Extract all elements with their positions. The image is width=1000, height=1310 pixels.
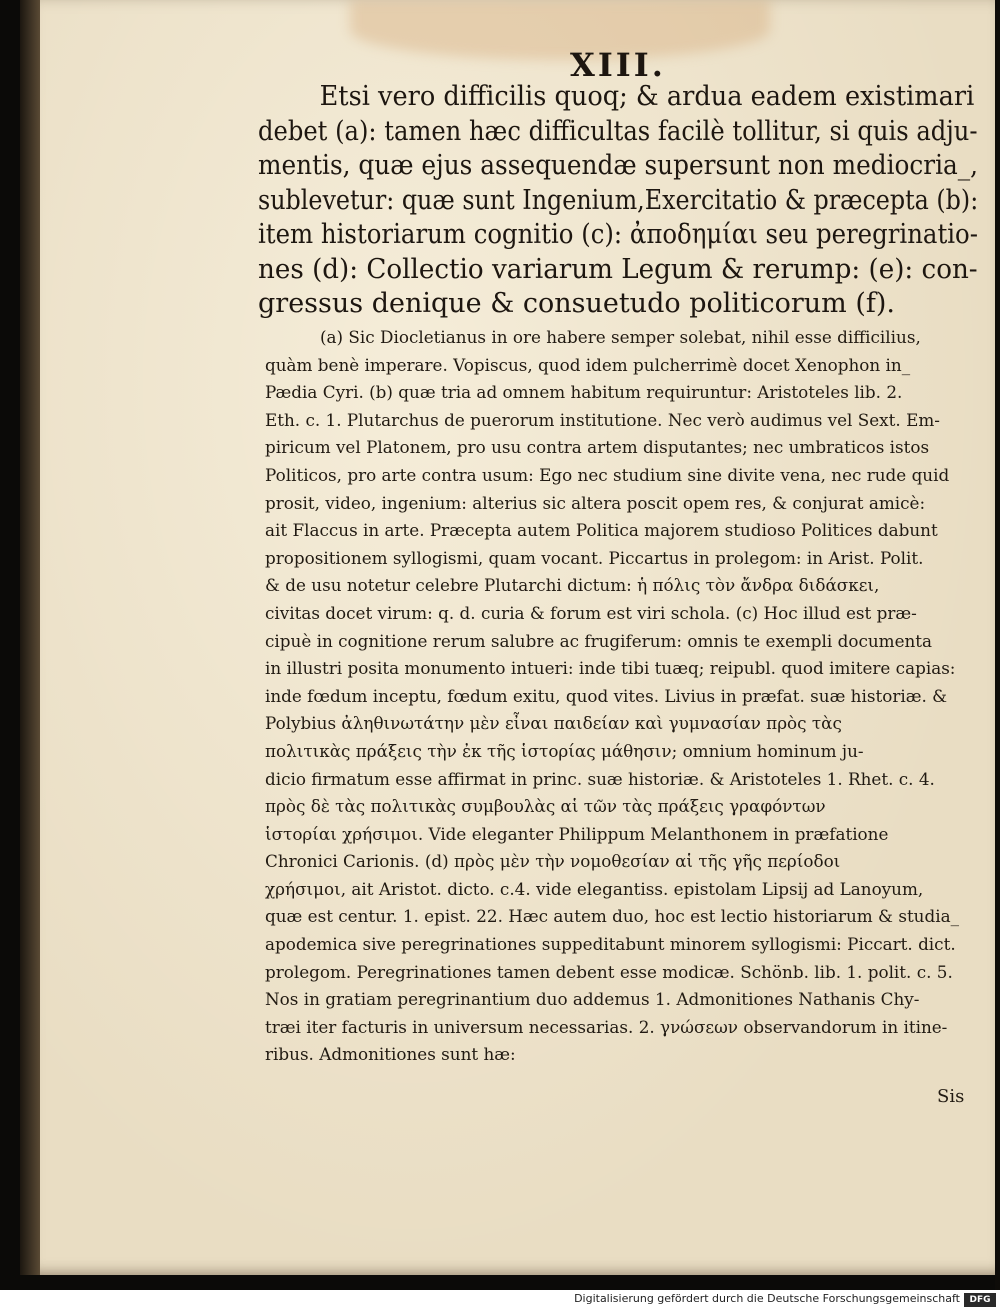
footnote-line: & de usu notetur celebre Plutarchi dictum: ἡ πόλις τὸν ἄνδρα διδάσκει, <box>265 575 880 596</box>
main-text-line: Etsi vero difficilis quoq; & ardua eadem existimari <box>319 81 975 112</box>
footnote-line: dicio firmatum esse affirmat in princ. suæ historiæ. & Aristoteles 1. Rhet. c. 4. <box>265 768 935 789</box>
main-text-line: mentis, quæ ejus assequendæ supersunt non mediocria_, <box>258 150 979 181</box>
dfg-logo-icon: DFG <box>964 1293 996 1307</box>
paper-stain <box>350 0 770 60</box>
footnote-line: apodemica sive peregrinationes suppeditabunt minorem syllogismi: Piccart. dict. <box>265 934 956 955</box>
main-text-line: gressus denique & consuetudo politicorum (f). <box>258 288 895 319</box>
footnote-line: ait Flaccus in arte. Præcepta autem Politica majorem studioso Politices dabunt <box>265 520 938 541</box>
main-text-line: sublevetur: quæ sunt Ingenium,Exercitatio & præcepta (b): <box>258 184 979 216</box>
footnote-line: Polybius ἀληθινωτάτην μὲν εἶναι παιδείαν καὶ γυμνασίαν πρὸς τὰς <box>265 713 842 734</box>
footnotes <box>265 324 975 1069</box>
catchword: Sis <box>937 1086 965 1107</box>
footnote-line: piricum vel Platonem, pro usu contra artem disputantes; nec umbraticos istos <box>265 437 930 458</box>
footnote-line: inde fœdum inceptu, fœdum exitu, quod vites. Livius in præfat. suæ historiæ. & <box>265 685 948 706</box>
footnote-line: civitas docet virum: q. d. curia & forum est viri schola. (c) Hoc illud est præ- <box>265 602 917 623</box>
footer-bar <box>0 1290 1000 1310</box>
footnote-line: propositionem syllogismi, quam vocant. Piccartus in prolegom: in Arist. Polit. <box>265 547 924 568</box>
main-text <box>258 80 978 322</box>
footnote-line: træi iter facturis in universum necessarias. 2. γνώσεων observandorum in itine- <box>265 1016 948 1037</box>
footnote-line: Nos in gratiam peregrinantium duo addemus 1. Admonitiones Nathanis Chy- <box>265 989 920 1010</box>
book-page <box>20 0 995 1275</box>
page-gutter <box>20 0 40 1275</box>
footnote-line: (a) Sic Diocletianus in ore habere semper solebat, nihil esse difficilius, <box>320 327 921 347</box>
footnote-line: Eth. c. 1. Plutarchus de puerorum institutione. Nec verò audimus vel Sext. Em- <box>265 409 940 430</box>
footnote-line: Chronici Carionis. (d) πρὸς μὲν τὴν νομοθεσίαν αἱ τῆς γῆς περίοδοι <box>265 851 841 872</box>
footnote-line: prosit, video, ingenium: alterius sic altera poscit opem res, & conjurat amicè: <box>265 492 926 513</box>
footnote-line: Pædia Cyri. (b) quæ tria ad omnem habitum requiruntur: Aristoteles lib. 2. <box>265 382 903 403</box>
footnote-line: πρὸς δὲ τὰς πολιτικὰς συμβουλὰς αἱ τῶν τὰς πράξεις γραφόντων <box>265 796 826 817</box>
main-text-line: item historiarum cognitio (c): ἀποδημίαι seu peregrinatio- <box>258 219 978 250</box>
footnote-line: Politicos, pro arte contra usum: Ego nec studium sine divite vena, nec rude quid <box>265 464 950 485</box>
footnote-line: ἱστορίαι χρήσιμοι. Vide eleganter Philippum Melanthonem in præfatione <box>265 823 889 844</box>
footnote-line: ribus. Admonitiones sunt hæ: <box>265 1044 516 1065</box>
main-text-line: debet (a): tamen hæc difficultas facilè tollitur, si quis adju- <box>258 115 978 147</box>
footer-credit: Digitalisierung gefördert durch die Deutsche Forschungsgemeinschaft <box>574 1292 960 1305</box>
footnote-line: quæ est centur. 1. epist. 22. Hæc autem duo, hoc est lectio historiarum & studia_ <box>265 906 959 927</box>
footnote-line: in illustri posita monumento intueri: inde tibi tuæq; reipubl. quod imitere capias: <box>265 658 956 679</box>
footnote-line: cipuè in cognitione rerum salubre ac frugiferum: omnis te exempli documenta <box>265 630 933 651</box>
footnote-line: quàm benè imperare. Vopiscus, quod idem pulcherrimè docet Xenophon in_ <box>265 354 911 375</box>
footnote-line: χρήσιμοι, ait Aristot. dicto. c.4. vide elegantiss. epistolam Lipsij ad Lanoyum, <box>265 878 924 899</box>
signature-mark: XIII. <box>570 46 666 84</box>
footnote-line: πολιτικὰς πράξεις τὴν ἐκ τῆς ἱστορίας μάθησιν; omnium hominum ju- <box>265 740 864 761</box>
scan-edge <box>995 0 1000 1290</box>
footnote-line: prolegom. Peregrinationes tamen debent esse modicæ. Schönb. lib. 1. polit. c. 5. <box>265 961 953 982</box>
main-text-line: nes (d): Collectio variarum Legum & rerump: (e): con- <box>258 253 978 285</box>
